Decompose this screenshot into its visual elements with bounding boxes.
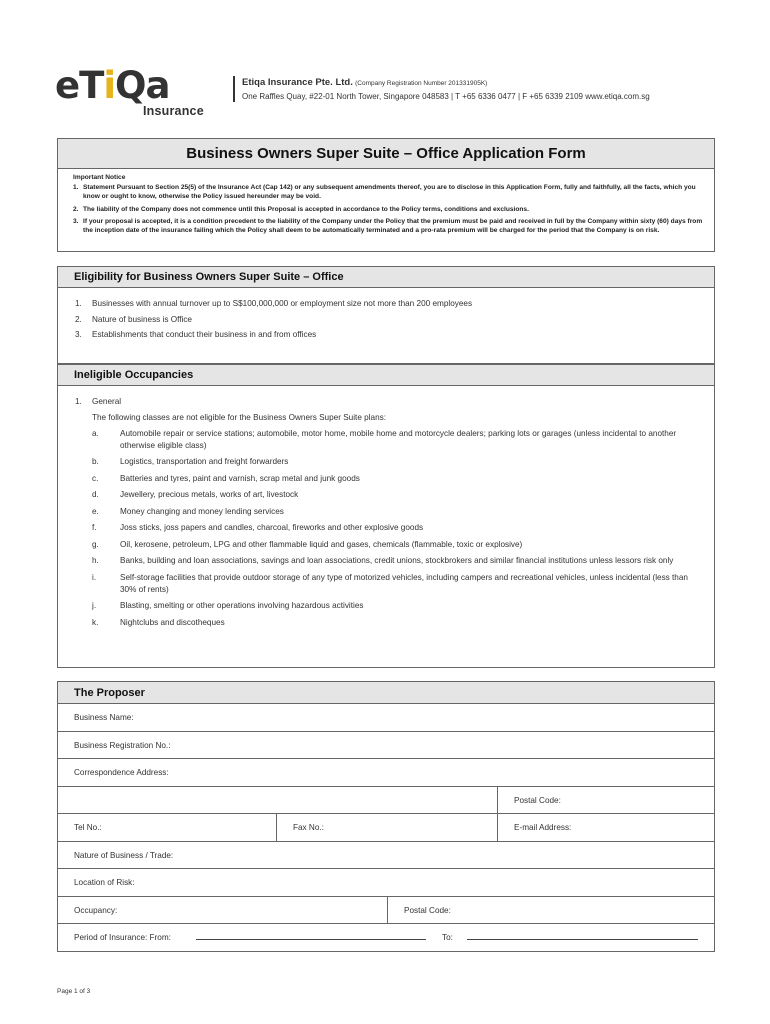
list-item	[92, 473, 704, 485]
title-section	[57, 138, 715, 252]
nature-of-business-row[interactable]	[58, 842, 714, 870]
item-number: j.	[92, 601, 97, 610]
ineligible-intro: The following classes are not eligible for the Business Owners Super Suite plans:	[92, 412, 386, 422]
postal-code-row	[58, 787, 714, 815]
list-item	[73, 205, 704, 214]
period-to-label: To:	[442, 933, 453, 942]
item-number: 3.	[73, 217, 79, 225]
item-text: Self-storage facilities that provide outdoor storage of any type of motorized vehicles, including campers and recreational vehicles, unless incidental (less than 30% of rents)	[120, 572, 688, 594]
occupancy-row	[58, 897, 714, 925]
occupancy-postal-code-field[interactable]	[387, 897, 714, 924]
ineligible-heading: Ineligible Occupancies	[58, 365, 714, 386]
fax-label: Fax No.:	[293, 823, 324, 832]
item-number: d.	[92, 490, 99, 499]
company-registration: (Company Registration Number 201331905K)	[355, 80, 488, 87]
company-name: Etiqa Insurance Pte. Ltd.	[242, 77, 353, 88]
item-text: Statement Pursuant to Section 25(5) of the Insurance Act (Cap 142) or any subsequent amendments thereof, you are to disclose in this Application Form, fully and faithfully, all the facts, which you know or ought to know, otherwise the Policy issued hereunder may be void.	[83, 184, 696, 201]
ineligible-list	[58, 386, 714, 629]
business-name-row[interactable]	[58, 704, 714, 732]
period-to-input-line[interactable]	[467, 939, 698, 940]
address-continuation-field[interactable]	[58, 787, 497, 814]
list-item	[92, 506, 704, 518]
item-text: Money changing and money lending services	[120, 506, 284, 516]
form-title: Business Owners Super Suite – Office Application Form	[58, 139, 714, 169]
location-of-risk-label: Location of Risk:	[74, 878, 135, 887]
item-text: Jewellery, precious metals, works of art, livestock	[120, 490, 299, 499]
eligibility-section	[57, 266, 715, 364]
tel-label: Tel No.:	[74, 823, 102, 832]
item-text: Joss sticks, joss papers and candles, charcoal, fireworks and other explosive goods	[120, 523, 424, 532]
item-number: 2.	[73, 205, 79, 213]
item-text: Businesses with annual turnover up to S$100,000,000 or employment size not more than 200 employees	[92, 299, 473, 308]
list-item	[92, 522, 704, 534]
item-number: 1.	[75, 299, 82, 308]
list-item	[92, 555, 704, 567]
ineligible-classes	[75, 428, 704, 629]
proposer-heading: The Proposer	[58, 682, 714, 704]
ineligible-section	[57, 364, 715, 668]
occupancy-field[interactable]	[58, 897, 387, 924]
proposer-section	[57, 681, 715, 952]
email-label: E-mail Address:	[514, 823, 572, 832]
item-number: 2.	[75, 314, 82, 324]
email-field[interactable]	[497, 814, 714, 841]
list-item	[73, 217, 704, 235]
occupancy-label: Occupancy:	[74, 905, 118, 915]
list-item	[75, 396, 704, 408]
item-text: General	[92, 397, 122, 406]
item-text: If your proposal is accepted, it is a condition precedent to the liability of the Company under the Policy that the premium must be paid and received in full by the Company within sixty (60) days from the inception date of the insurance failing which the Policy shall deem to be automatically terminated and a pro-rata premium will be charged for the period that the Company is on risk.	[83, 217, 703, 235]
list-item	[75, 298, 704, 310]
item-text: Nature of business is Office	[92, 314, 192, 324]
occupancy-postal-code-label: Postal Code:	[404, 905, 451, 915]
item-number: c.	[92, 473, 99, 483]
logo-wordmark: eTiQa	[55, 64, 170, 107]
logo-subtitle: Insurance	[143, 104, 204, 118]
postal-code-label: Postal Code:	[514, 795, 561, 805]
correspondence-address-row[interactable]	[58, 759, 714, 787]
company-info	[233, 76, 650, 102]
period-from-input-line[interactable]	[196, 939, 426, 940]
contact-row	[58, 814, 714, 842]
list-item	[75, 329, 704, 341]
item-text: Banks, building and loan associations, savings and loan associations, credit unions, stockbrokers and similar financial institutions unless lessors risk only	[120, 556, 674, 565]
item-text: Batteries and tyres, paint and varnish, scrap metal and junk goods	[120, 473, 360, 483]
item-number: 1.	[73, 184, 79, 192]
location-of-risk-row[interactable]	[58, 869, 714, 897]
business-name-label: Business Name:	[74, 713, 134, 722]
list-item	[75, 314, 704, 326]
item-text: Establishments that conduct their business in and from offices	[92, 330, 317, 339]
eligibility-heading: Eligibility for Business Owners Super Suite – Office	[58, 267, 714, 288]
list-item	[92, 539, 704, 551]
tel-field[interactable]	[58, 814, 276, 841]
list-item	[92, 572, 704, 596]
important-notice	[58, 169, 714, 235]
eligibility-list	[58, 288, 714, 341]
item-text: Logistics, transportation and freight forwarders	[120, 457, 289, 466]
item-number: b.	[92, 457, 99, 466]
item-number: 1.	[75, 397, 82, 406]
item-text: The liability of the Company does not commence until this Proposal is accepted in accordance to the Policy terms, conditions and exclusions.	[83, 205, 529, 213]
period-from-label: Period of Insurance: From:	[74, 933, 171, 942]
list-item	[92, 489, 704, 501]
etiqa-logo	[55, 66, 207, 120]
item-number: f.	[92, 523, 97, 532]
page-number: Page 1 of 3	[57, 988, 91, 995]
period-of-insurance-row	[58, 924, 714, 952]
list-item	[92, 456, 704, 468]
business-reg-row[interactable]	[58, 732, 714, 760]
item-text: Oil, kerosene, petroleum, LPG and other flammable liquid and gases, chemicals (flammable, toxic or explosive)	[120, 539, 523, 549]
business-reg-label: Business Registration No.:	[74, 740, 171, 750]
item-text: Blasting, smelting or other operations involving hazardous activities	[120, 601, 364, 610]
item-number: e.	[92, 506, 99, 516]
postal-code-field[interactable]	[497, 787, 714, 814]
list-item	[92, 600, 704, 612]
item-text: Automobile repair or service stations; automobile, motor home, mobile home and motorcycle dealers; parking lots or garages (unless incidental to another otherwise eligible class)	[120, 428, 677, 450]
list-item	[73, 183, 704, 201]
notice-heading: Important Notice	[73, 174, 126, 181]
company-address: One Raffles Quay, #22-01 North Tower, Singapore 048583 | T +65 6336 0477 | F +65 6339 2109 www.etiqa.com.sg	[242, 92, 650, 101]
item-number: g.	[92, 539, 99, 549]
item-text: Nightclubs and discotheques	[120, 617, 225, 627]
nature-of-business-label: Nature of Business / Trade:	[74, 850, 174, 860]
item-number: a.	[92, 428, 99, 438]
correspondence-address-label: Correspondence Address:	[74, 768, 169, 777]
item-number: 3.	[75, 330, 82, 339]
list-item	[92, 428, 704, 452]
item-number: h.	[92, 556, 99, 565]
item-number: i.	[92, 572, 97, 582]
fax-field[interactable]	[276, 814, 497, 841]
item-number: k.	[92, 617, 99, 627]
list-item	[92, 617, 704, 629]
